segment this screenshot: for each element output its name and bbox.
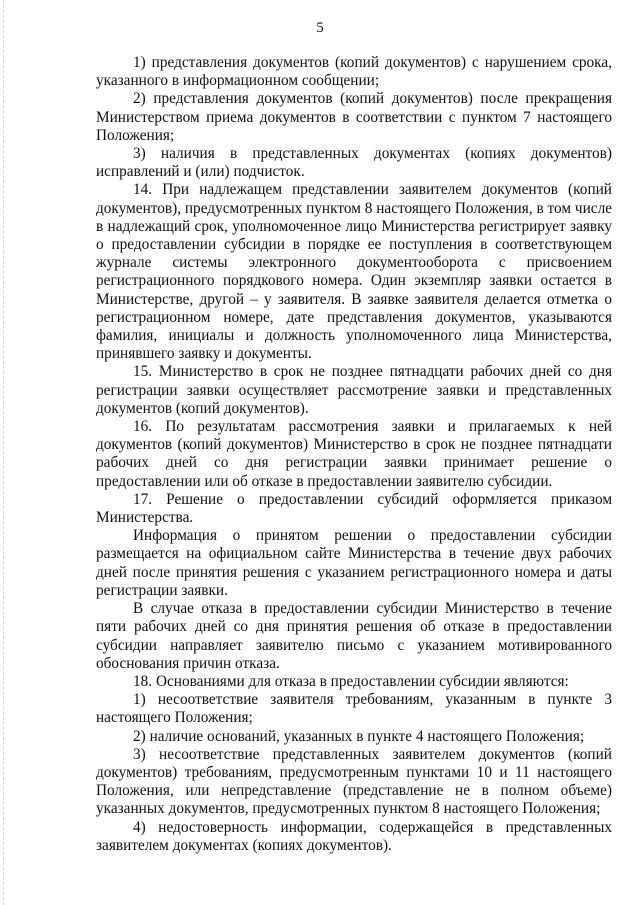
document-body bbox=[96, 54, 612, 855]
paragraph: 17. Решение о предоставлении субсидий оформляется приказом Министерства. bbox=[96, 490, 612, 527]
paragraph: 1) представления документов (копий документов) с нарушением срока, указанного в информационном сообщении; bbox=[96, 54, 612, 90]
paragraph: 18. Основаниями для отказа в предоставлении субсидии являются: bbox=[133, 672, 569, 690]
paragraph: 16. По результатам рассмотрения заявки и прилагаемых к ней документов (копий документов) Министерство в срок не позднее пятнадцати рабочих дней со дня регистрации заявки принимает решение о предоставлении или об отказе в предоставлении заявителю субсидии. bbox=[96, 418, 612, 490]
paragraph: В случае отказа в предоставлении субсидии Министерство в течение пяти рабочих дней со дня принятия решения об отказе в предоставлении субсидии направляет заявителю письмо с указанием мотивированного обоснования причин отказа. bbox=[96, 600, 612, 672]
scan-edge bbox=[3, 0, 4, 905]
paragraph: 1) несоответствие заявителя требованиям, указанным в пункте 3 настоящего Положения; bbox=[96, 691, 612, 727]
paragraph: Информация о принятом решении о предоставлении субсидии размещается на официальном сайте Министерства в течение двух рабочих дней после принятия решения с указанием регистрационного номера и даты регистрации заявки. bbox=[96, 527, 612, 599]
paragraph: 2) наличие оснований, указанных в пункте 4 настоящего Положения; bbox=[133, 727, 585, 745]
paragraph: 3) наличия в представленных документах (копиях документов) исправлений и (или) подчисток. bbox=[96, 145, 612, 181]
paragraph: 15. Министерство в срок не позднее пятнадцати рабочих дней со дня регистрации заявки осуществляет рассмотрение заявки и представленных документов (копий документов). bbox=[96, 363, 612, 417]
page-number: 5 bbox=[316, 20, 324, 36]
paragraph: 2) представления документов (копий документов) после прекращения Министерством приема документов в соответствии с пунктом 7 настоящего Положения; bbox=[96, 90, 612, 144]
paragraph: 3) несоответствие представленных заявителем документов (копий документов) требованиям, предусмотренным пунктами 10 и 11 настоящего Положения, или непредставление (представление не в полном объеме) указанных документов, предусмотренных пунктом 8 настоящего Положения; bbox=[96, 745, 612, 818]
paragraph: 4) недостоверность информации, содержащейся в представленных заявителем документах (копиях документов). bbox=[96, 818, 612, 854]
paragraph: 14. При надлежащем представлении заявителем документов (копий документов), предусмотренных пунктом 8 настоящего Положения, в том числе в надлежащий срок, уполномоченное лицо Министерства регистрирует заявку о предоставлении субсидии в порядке ее поступления в соответствующем журнале системы электронного документооборота с присвоением регистрационного порядкового номера. Один экземпляр заявки остается в Министерстве, другой – у заявителя. В заявке заявителя делается отметка о регистрационном номере, дате представления документов, указываются фамилия, инициалы и должность уполномоченного лица Министерства, принявшего заявку и документы. bbox=[96, 181, 612, 363]
